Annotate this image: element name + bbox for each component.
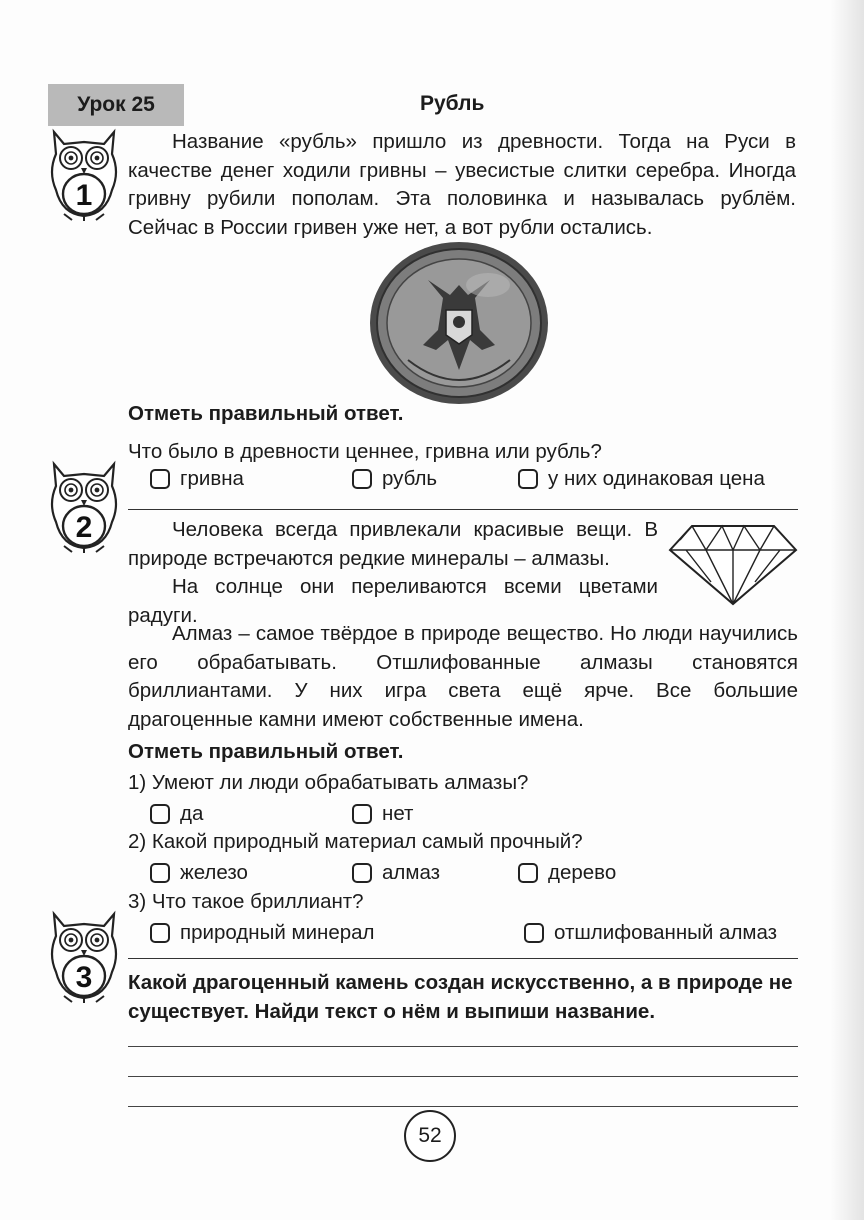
task-2-text-top — [128, 516, 658, 630]
task-1-checkbox-grivna[interactable] — [150, 469, 170, 489]
answer-line-2[interactable] — [128, 1076, 798, 1077]
task-1-text — [128, 128, 796, 242]
task-2-instruction: Отметь правильный ответ. — [128, 740, 404, 763]
checkbox[interactable] — [150, 863, 170, 883]
task-3-number: 3 — [75, 961, 93, 994]
answer-line-1[interactable] — [128, 1046, 798, 1047]
option-label: дерево — [548, 861, 617, 884]
option-label: рубль — [382, 467, 438, 490]
checkbox[interactable] — [352, 863, 372, 883]
task-2-q2-option-wood[interactable] — [518, 861, 616, 885]
task-1-question: Что было в древности ценнее, гривна или рубль? — [128, 440, 602, 463]
task-2-question-1: 1) Умеют ли люди обрабатывать алмазы? — [128, 771, 529, 794]
option-label: гривна — [180, 467, 244, 490]
option-label: алмаз — [382, 861, 441, 884]
task-2-paragraph-3: Алмаз – самое твёрдое в природе вещество. Но люди научились его обрабатывать. Отшлифованные алмазы становятся бриллиантами. У них игра света ещё ярче. Все большие драгоценные камни имеют собственные имена. — [128, 622, 798, 731]
task-1-option-ruble[interactable] — [352, 467, 437, 491]
task-1-option-same-price[interactable] — [518, 467, 765, 491]
checkbox[interactable] — [150, 804, 170, 824]
option-label: да — [180, 802, 204, 825]
page-title: Рубль — [420, 92, 485, 115]
task-2-q2-option-iron[interactable] — [150, 861, 248, 885]
task-1-paragraph: Название «рубль» пришло из древности. Тогда на Руси в качестве денег ходили гривны – увесистые слитки серебра. Иногда гривну рубили пополам. Эта половинка и называлась рублём. Сейчас в России гривен уже нет, а вот рубли остались. — [128, 130, 796, 239]
page-edge-shadow — [830, 0, 864, 1220]
checkbox[interactable] — [352, 804, 372, 824]
task-2-text-bottom — [128, 620, 798, 734]
task-2-q3-option-polished-diamond[interactable] — [524, 921, 777, 945]
task-2-number: 2 — [75, 511, 93, 544]
option-label: природный минерал — [180, 921, 375, 944]
task-2-question-2: 2) Какой природный материал самый прочный? — [128, 830, 583, 853]
checkbox[interactable] — [524, 923, 544, 943]
task-2-q2-option-diamond[interactable] — [352, 861, 440, 885]
option-label: нет — [382, 802, 414, 825]
task-2-paragraph-2: На солнце они переливаются всеми цветами радуги. — [128, 575, 658, 627]
separator-line — [128, 958, 798, 959]
checkbox[interactable] — [518, 863, 538, 883]
task-2-q3-option-natural-mineral[interactable] — [150, 921, 375, 945]
task-1-option-grivna[interactable] — [150, 467, 244, 491]
task-2-question-3: 3) Что такое бриллиант? — [128, 890, 364, 913]
task-1-checkbox-same-price[interactable] — [518, 469, 538, 489]
option-label: отшлифованный алмаз — [554, 921, 778, 944]
task-1-instruction: Отметь правильный ответ. — [128, 402, 404, 425]
task-2-q1-option-no[interactable] — [352, 802, 413, 826]
task-2-paragraph-1: Человека всегда привлекали красивые вещи. В природе встречаются редкие минералы – алмазы. — [128, 518, 658, 570]
lesson-label: Урок 25 — [48, 84, 184, 126]
separator-line — [128, 509, 798, 510]
owl-task-3-icon — [46, 910, 122, 1004]
page-number: 52 — [404, 1110, 456, 1162]
ruble-coin-image — [368, 240, 550, 406]
task-2-q1-option-yes[interactable] — [150, 802, 203, 826]
task-3-instruction: Какой драгоценный камень создан искусственно, а в природе не существует. Найди текст о нём и выпиши название. — [128, 971, 793, 1023]
option-label: железо — [180, 861, 248, 884]
diamond-icon — [666, 520, 800, 606]
checkbox[interactable] — [150, 923, 170, 943]
task-1-checkbox-ruble[interactable] — [352, 469, 372, 489]
owl-task-2-icon — [46, 460, 122, 554]
answer-line-3[interactable] — [128, 1106, 798, 1107]
task-1-number: 1 — [75, 179, 93, 212]
owl-task-1-icon — [46, 128, 122, 222]
option-label: у них одинаковая цена — [548, 467, 765, 490]
